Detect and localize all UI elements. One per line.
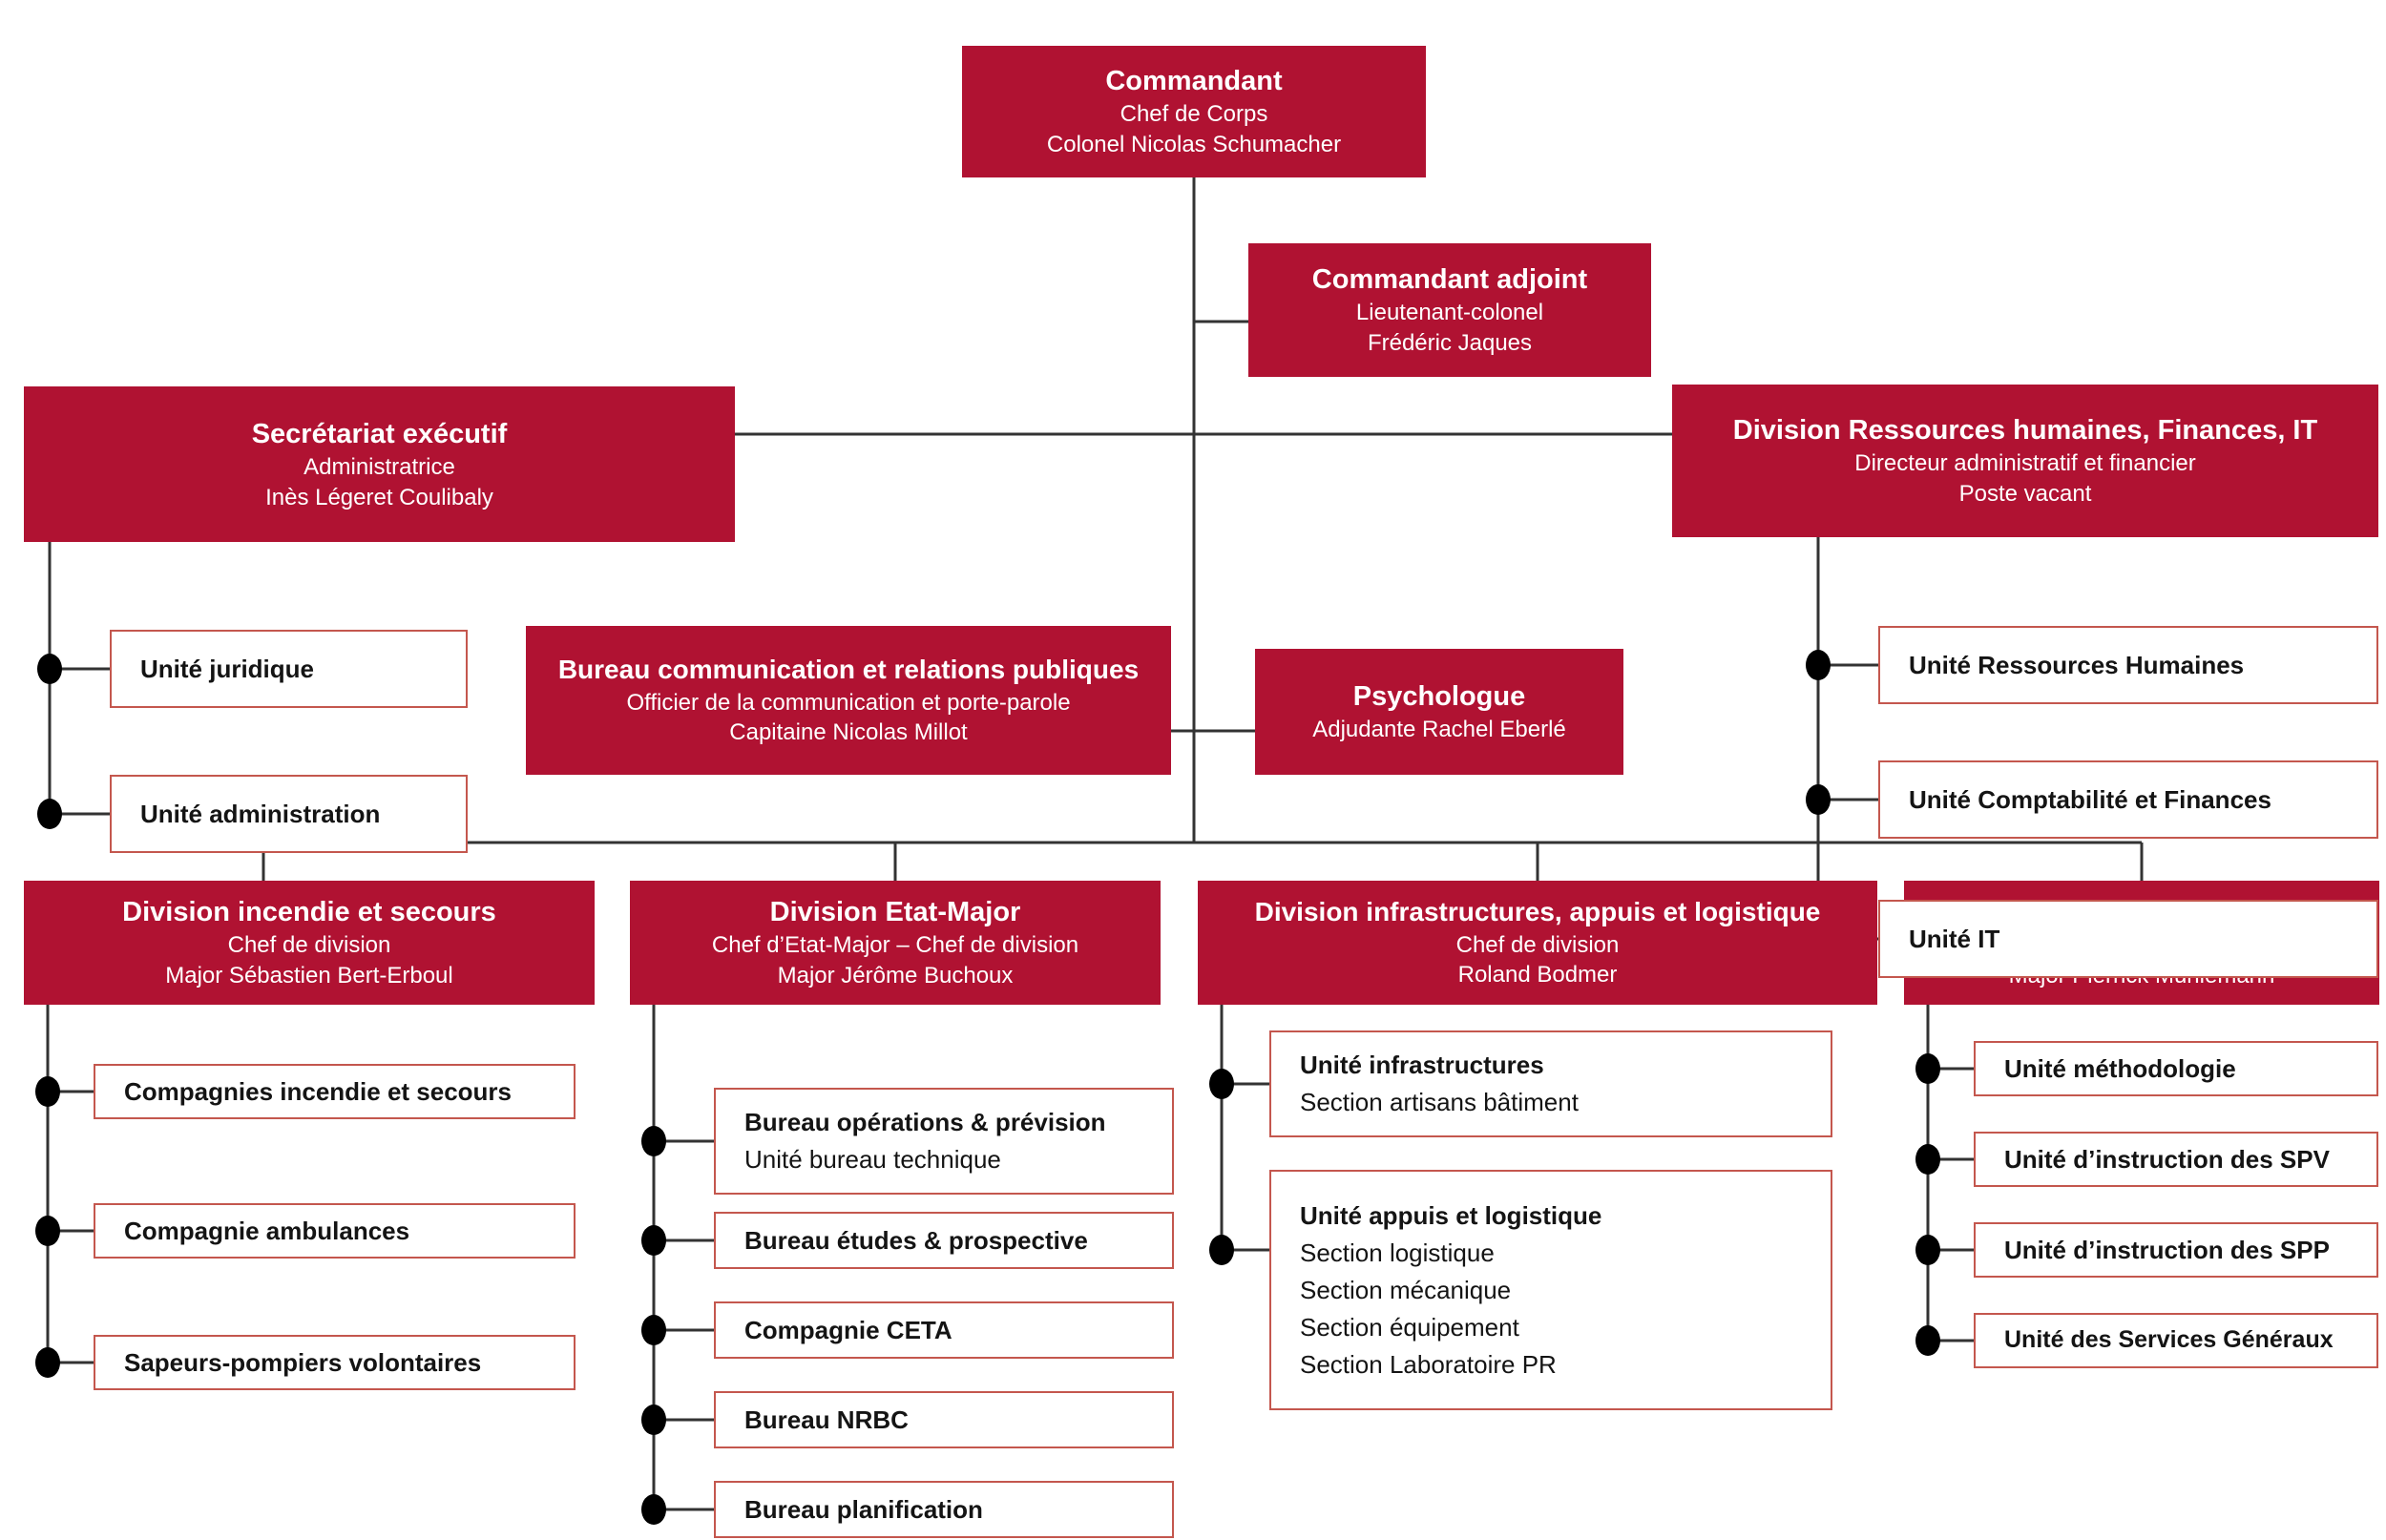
unit-label: Bureau études & prospective	[744, 1225, 1088, 1255]
bullet-dot	[641, 1315, 666, 1345]
org-node-bureau-communication	[526, 626, 1171, 775]
node-role: Lieutenant-colonel	[1355, 300, 1544, 326]
bullet-dot	[641, 1494, 666, 1525]
node-person: Major Sébastien Bert-Erboul	[165, 963, 453, 989]
unit-subline: Section Laboratoire PR	[1300, 1349, 1557, 1379]
bullet-dot	[35, 1076, 60, 1107]
node-title: Division incendie et secours	[122, 897, 496, 928]
unit-box-instruction-spp	[1974, 1222, 2378, 1278]
bullet-dot	[1209, 1235, 1234, 1265]
unit-box-ressources-humaines	[1878, 626, 2378, 704]
bullet-dot	[1209, 1069, 1234, 1099]
unit-box-compagnie-ambulances	[94, 1203, 576, 1259]
unit-label: Compagnies incendie et secours	[124, 1076, 513, 1106]
unit-label: Compagnie ambulances	[124, 1216, 410, 1245]
unit-box-compagnie-ceta	[714, 1301, 1174, 1359]
unit-box-it	[1878, 900, 2378, 978]
unit-label: Unité juridique	[140, 654, 314, 683]
unit-label: Unité d’instruction des SPV	[2004, 1144, 2330, 1174]
node-title: Division Etat-Major	[769, 897, 1021, 928]
node-person: Capitaine Nicolas Millot	[729, 719, 968, 746]
unit-box-bureau-planification	[714, 1481, 1174, 1538]
bullet-dot	[1915, 1144, 1940, 1175]
unit-label: Bureau NRBC	[744, 1405, 909, 1434]
org-node-division-rh-finances-it	[1672, 385, 2378, 537]
node-role: Directeur administratif et financier	[1854, 450, 2196, 477]
bullet-dot	[641, 1126, 666, 1156]
node-role: Administratrice	[303, 453, 455, 480]
bullet-dot	[37, 799, 62, 829]
unit-label: Unité d’instruction des SPP	[2004, 1235, 2330, 1264]
unit-subline: Section mécanique	[1300, 1275, 1512, 1304]
unit-box-infrastructures	[1269, 1030, 1832, 1137]
unit-subline: Section logistique	[1300, 1238, 1495, 1267]
node-role: Chef d’Etat-Major – Chef de division	[711, 932, 1079, 959]
unit-label: Unité administration	[140, 799, 381, 828]
node-title: Bureau communication et relations publiques	[557, 654, 1140, 684]
node-title: Division infrastructures, appuis et logistique	[1254, 896, 1821, 926]
unit-box-sapeurs-pompiers-volontaires	[94, 1335, 576, 1390]
unit-box-instruction-spv	[1974, 1132, 2378, 1187]
node-title: Secrétariat exécutif	[251, 418, 508, 449]
node-role: Chef de division	[227, 932, 391, 959]
node-person: Major Jérôme Buchoux	[777, 963, 1014, 989]
unit-box-comptabilite-finances	[1878, 760, 2378, 839]
unit-box-juridique	[110, 630, 468, 708]
unit-subline: Section artisans bâtiment	[1300, 1088, 1579, 1116]
org-node-commandant-adjoint	[1248, 243, 1651, 377]
unit-label: Bureau planification	[744, 1494, 983, 1524]
node-title: Commandant	[1105, 66, 1283, 97]
bullet-dot	[35, 1347, 60, 1378]
node-person: Poste vacant	[1958, 481, 2092, 508]
unit-label: Compagnie CETA	[744, 1315, 952, 1344]
bullet-dot	[641, 1405, 666, 1435]
bullet-dot	[1806, 650, 1831, 680]
unit-label: Unité méthodologie	[2004, 1053, 2236, 1083]
unit-box-bureau-nrbc	[714, 1391, 1174, 1448]
unit-box-bureau-operations	[714, 1088, 1174, 1195]
unit-subline: Unité bureau technique	[744, 1145, 1001, 1174]
org-node-division-infrastructures	[1198, 881, 1877, 1005]
unit-label: Bureau opérations & prévision	[744, 1108, 1106, 1136]
unit-label: Unité infrastructures	[1300, 1051, 1544, 1079]
node-person: Roland Bodmer	[1457, 962, 1618, 989]
unit-label: Unité Comptabilité et Finances	[1909, 784, 2271, 814]
unit-label: Unité Ressources Humaines	[1909, 650, 2245, 679]
unit-label: Unité appuis et logistique	[1300, 1200, 1602, 1230]
node-person: Inès Légeret Coulibaly	[265, 484, 493, 510]
unit-subline: Section équipement	[1300, 1312, 1519, 1342]
node-title: Commandant adjoint	[1311, 264, 1588, 296]
bullet-dot	[1915, 1235, 1940, 1265]
bullet-dot	[1915, 1053, 1940, 1084]
org-node-division-etat-major	[630, 881, 1161, 1005]
bullet-dot	[37, 654, 62, 684]
bullet-dot	[1806, 784, 1831, 815]
node-title: Psychologue	[1352, 681, 1526, 713]
node-role: Chef de Corps	[1120, 101, 1268, 128]
node-role: Officier de la communication et porte-parole	[626, 689, 1071, 716]
unit-label: Unité IT	[1909, 924, 2000, 953]
bullet-dot	[1915, 1325, 1940, 1356]
node-title: Division Ressources humaines, Finances, IT	[1732, 415, 2318, 447]
unit-box-services-generaux	[1974, 1313, 2378, 1368]
unit-box-administration	[110, 775, 468, 853]
org-node-division-incendie-secours	[24, 881, 595, 1005]
org-node-secretariat-executif	[24, 386, 735, 542]
unit-box-appuis-logistique	[1269, 1170, 1832, 1410]
node-person: Adjudante Rachel Eberlé	[1312, 717, 1566, 743]
bullet-dot	[35, 1216, 60, 1246]
node-person: Frédéric Jaques	[1367, 330, 1533, 357]
org-node-commandant	[962, 46, 1426, 177]
org-node-psychologue	[1255, 649, 1623, 775]
node-role: Chef de division	[1455, 931, 1620, 958]
bullet-dot	[641, 1225, 666, 1256]
unit-label: Unité des Services Généraux	[2004, 1326, 2334, 1354]
node-person: Colonel Nicolas Schumacher	[1046, 132, 1342, 158]
unit-box-methodologie	[1974, 1041, 2378, 1096]
unit-box-bureau-etudes	[714, 1212, 1174, 1269]
unit-box-compagnies-incendie	[94, 1064, 576, 1119]
unit-label: Sapeurs-pompiers volontaires	[124, 1347, 482, 1377]
